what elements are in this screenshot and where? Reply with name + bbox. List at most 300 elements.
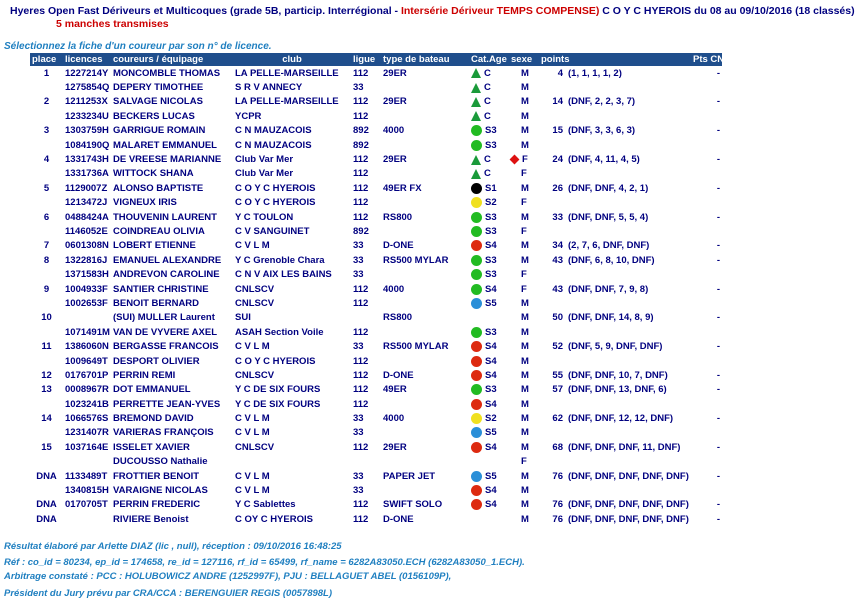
points-total: 15 xyxy=(552,125,563,137)
category-triangle-icon xyxy=(471,155,481,165)
points-detail: (DNF, DNF, DNF, DNF, DNF) xyxy=(568,499,689,511)
sexe-label: M xyxy=(521,96,529,108)
cat-age-cell xyxy=(469,411,509,425)
sexe-cell xyxy=(509,311,539,325)
table-row xyxy=(30,383,722,397)
points-cell xyxy=(539,397,691,411)
points-detail: (DNF, 2, 2, 3, 7) xyxy=(568,96,636,108)
pts-cni-cell: - xyxy=(716,369,720,381)
cat-age-cell xyxy=(469,181,509,195)
pts-cni-cell: - xyxy=(716,182,720,194)
category-dot-icon xyxy=(471,442,482,453)
sexe-label: M xyxy=(521,110,529,122)
sexe-label: M xyxy=(521,82,529,94)
licence-link[interactable]: 0170705T xyxy=(65,499,108,511)
competitor-name: VIGNEUX IRIS xyxy=(113,197,177,209)
cat-age-cell xyxy=(469,383,509,397)
cat-age-cell xyxy=(469,224,509,238)
footer-ref: Réf : co_id = 80234, ep_id = 174658, re_id = 127116, rf_id = 65499, rf_name = 6282A83050.ECH (6282A83050_1.ECH). xyxy=(4,557,525,568)
licence-link[interactable]: 0176701P xyxy=(65,369,109,381)
club-name: C V SANGUINET xyxy=(235,225,310,237)
place-cell: 14 xyxy=(41,413,52,425)
points-total: 68 xyxy=(552,441,563,453)
sexe-label: M xyxy=(521,427,529,439)
category-label: S5 xyxy=(485,297,497,309)
category-dot-icon xyxy=(471,341,482,352)
ligue-cell: 33 xyxy=(353,427,364,439)
club-name: C O Y C HYEROIS xyxy=(235,197,316,209)
category-label: S4 xyxy=(485,485,497,497)
cat-age-cell xyxy=(469,152,509,166)
club-name: CNLSCV xyxy=(235,369,275,381)
club-name: Club Var Mer xyxy=(235,154,294,166)
col-club: club xyxy=(233,53,351,66)
pts-cni-cell xyxy=(691,80,722,94)
competitor-name: EMANUEL ALEXANDRE xyxy=(113,254,222,266)
competitor-name: VAN DE VYVERE AXEL xyxy=(113,326,217,338)
ligue-cell: 892 xyxy=(353,225,369,237)
footer-author: Résultat élaboré par Arlette DIAZ (lic , null), réception : 09/10/2016 16:48:25 xyxy=(4,541,342,552)
points-total: 76 xyxy=(552,470,563,482)
club-name: C O Y C HYEROIS xyxy=(235,355,316,367)
manches-count: 5 manches transmises xyxy=(56,18,169,30)
sexe-label: M xyxy=(521,384,529,396)
cat-age-cell xyxy=(469,426,509,440)
sexe-cell xyxy=(509,80,539,94)
club-name: Club Var Mer xyxy=(235,168,294,180)
table-row xyxy=(30,325,722,339)
pts-cni-cell xyxy=(691,196,722,210)
competitor-name: VARIERAS FRANÇOIS xyxy=(113,427,214,439)
pts-cni-cell xyxy=(691,397,722,411)
place-cell xyxy=(30,109,63,123)
boat-type: RS800 xyxy=(383,312,413,324)
ligue-cell: 112 xyxy=(353,283,369,295)
boat-type: D-ONE xyxy=(383,240,414,252)
points-cell xyxy=(539,483,691,497)
sexe-label: M xyxy=(521,369,529,381)
category-label: S4 xyxy=(485,499,497,511)
results-table xyxy=(30,53,727,527)
points-total: 4 xyxy=(557,67,563,79)
category-dot-icon xyxy=(471,427,482,438)
ligue-cell: 33 xyxy=(353,470,364,482)
licence-link[interactable]: 1002653F xyxy=(65,297,108,309)
licence-link[interactable]: 1071491M xyxy=(65,326,110,338)
club-name: C V L M xyxy=(235,427,270,439)
sexe-cell xyxy=(509,124,539,138)
place-cell: 1 xyxy=(43,67,50,79)
licence-link[interactable]: 1133489T xyxy=(65,470,108,482)
licence-link[interactable]: 1023241B xyxy=(65,398,109,410)
table-row xyxy=(30,138,722,152)
sexe-label: F xyxy=(521,456,527,468)
points-cell xyxy=(539,282,691,296)
points-detail: (DNF, 3, 3, 6, 3) xyxy=(568,125,636,137)
category-label: S4 xyxy=(485,341,497,353)
table-row xyxy=(30,483,722,497)
sexe-label: F xyxy=(521,283,527,295)
points-cell xyxy=(539,440,691,454)
competitor-name: VARAIGNE NICOLAS xyxy=(113,485,208,497)
cat-age-cell xyxy=(469,109,509,123)
category-label: S4 xyxy=(485,355,497,367)
club-name: LA PELLE-MARSEILLE xyxy=(235,67,339,79)
licence-link[interactable]: 1037164E xyxy=(65,441,109,453)
ligue-cell: 33 xyxy=(353,240,364,252)
place-cell xyxy=(30,80,63,94)
table-row xyxy=(30,95,722,109)
col-place: place xyxy=(30,53,63,66)
licence-link[interactable]: 1233234U xyxy=(65,110,109,122)
points-total: 43 xyxy=(552,283,563,295)
place-cell: 10 xyxy=(41,312,52,324)
points-cell xyxy=(539,152,691,166)
col-sexe: sexe xyxy=(509,53,539,66)
ligue-cell: 112 xyxy=(353,369,369,381)
points-cell xyxy=(539,80,691,94)
points-cell xyxy=(539,426,691,440)
sexe-cell xyxy=(509,455,539,469)
sexe-cell xyxy=(509,138,539,152)
licence-link[interactable]: 1275854Q xyxy=(65,82,110,94)
boat-type: D-ONE xyxy=(383,513,414,525)
table-row xyxy=(30,282,722,296)
points-cell xyxy=(539,296,691,310)
licence-link[interactable]: 1231407R xyxy=(65,427,109,439)
ligue-cell: 112 xyxy=(353,154,369,166)
pts-cni-cell xyxy=(691,325,722,339)
sexe-cell xyxy=(509,368,539,382)
licence-link[interactable]: 1303759H xyxy=(65,125,109,137)
table-row xyxy=(30,455,722,469)
licence-link[interactable]: 1009649T xyxy=(65,355,108,367)
points-total: 14 xyxy=(552,96,563,108)
points-cell xyxy=(539,109,691,123)
pts-cni-cell: - xyxy=(716,513,720,525)
club-name xyxy=(233,455,351,469)
points-cell xyxy=(539,498,691,512)
club-name: C V L M xyxy=(235,413,270,425)
sexe-label: M xyxy=(521,67,529,79)
sexe-cell xyxy=(509,339,539,353)
pts-cni-cell xyxy=(691,483,722,497)
category-dot-icon xyxy=(471,298,482,309)
ligue-cell: 112 xyxy=(353,384,369,396)
category-label: S4 xyxy=(485,441,497,453)
points-cell xyxy=(539,253,691,267)
category-dot-icon xyxy=(471,125,482,136)
category-label: S3 xyxy=(485,139,497,151)
licence-link[interactable]: 1386060N xyxy=(65,341,109,353)
category-dot-icon xyxy=(471,212,482,223)
licence-link[interactable]: 1227214Y xyxy=(65,67,109,79)
licence-link[interactable]: 0488424A xyxy=(65,211,109,223)
points-detail: (2, 7, 6, DNF, DNF) xyxy=(568,240,650,252)
licence-link[interactable]: 1084190Q xyxy=(65,139,110,151)
table-row xyxy=(30,339,722,353)
place-cell: 11 xyxy=(41,341,52,353)
licence-link xyxy=(63,512,111,526)
licence-link xyxy=(63,455,111,469)
club-name: YCPR xyxy=(235,110,262,122)
pts-cni-cell xyxy=(691,267,722,281)
licence-link[interactable]: 1331736A xyxy=(65,168,109,180)
place-cell: 4 xyxy=(43,154,50,166)
category-label: C xyxy=(484,110,491,122)
points-cell xyxy=(539,196,691,210)
table-row xyxy=(30,440,722,454)
sexe-cell xyxy=(509,411,539,425)
category-dot-icon xyxy=(471,140,482,151)
licence-link[interactable]: 1340815H xyxy=(65,485,109,497)
table-row xyxy=(30,311,722,325)
sexe-label: M xyxy=(521,485,529,497)
licence-link[interactable]: 1211253X xyxy=(65,96,108,108)
points-cell xyxy=(539,267,691,281)
points-total: 52 xyxy=(552,341,563,353)
cat-age-cell xyxy=(469,339,509,353)
category-dot-icon xyxy=(471,240,482,251)
category-dot-icon xyxy=(471,413,482,424)
boat-type xyxy=(381,80,469,94)
pts-cni-cell: - xyxy=(716,96,720,108)
category-label: C xyxy=(484,154,491,166)
cat-age-cell xyxy=(469,397,509,411)
boat-type xyxy=(381,455,469,469)
sexe-cell xyxy=(509,152,539,166)
ligue-cell: 33 xyxy=(353,341,364,353)
table-row xyxy=(30,397,722,411)
club-name: C N MAUZACOIS xyxy=(235,139,312,151)
place-cell: 6 xyxy=(43,211,50,223)
boat-type xyxy=(381,325,469,339)
club-name: SUI xyxy=(235,312,251,324)
points-cell xyxy=(539,66,691,80)
cat-age-cell xyxy=(469,368,509,382)
category-dot-icon xyxy=(471,356,482,367)
category-label: C xyxy=(484,96,491,108)
competitor-name: BREMOND DAVID xyxy=(113,413,194,425)
boat-type xyxy=(381,267,469,281)
competitor-name: SALVAGE NICOLAS xyxy=(113,96,203,108)
competitor-name: BERGASSE FRANCOIS xyxy=(113,341,219,353)
col-type-bateau: type de bateau xyxy=(381,53,469,66)
boat-type: PAPER JET xyxy=(383,470,436,482)
boat-type xyxy=(381,354,469,368)
club-name: C OY C HYEROIS xyxy=(235,513,313,525)
sexe-cell xyxy=(509,66,539,80)
cat-age-cell xyxy=(469,483,509,497)
ligue-cell: 112 xyxy=(353,182,369,194)
sexe-label: F xyxy=(521,168,527,180)
boat-type: 49ER xyxy=(383,384,407,396)
sexe-cell xyxy=(509,196,539,210)
footer-arbitrage: Arbitrage constaté : PCC : HOLUBOWICZ ANDRE (1252997F), PJU : BELLAGUET ABEL (0156109P), xyxy=(4,571,452,582)
licence-link[interactable]: 1129007Z xyxy=(65,182,108,194)
sexe-label: M xyxy=(521,470,529,482)
licence-link[interactable]: 0601308N xyxy=(65,240,109,252)
ligue-cell: 112 xyxy=(353,197,369,209)
category-dot-icon xyxy=(471,327,482,338)
points-cell xyxy=(539,512,691,526)
sexe-cell xyxy=(509,383,539,397)
pts-cni-cell xyxy=(691,224,722,238)
licence-link[interactable]: 1146052E xyxy=(65,225,108,237)
licence-link[interactable]: 1004933F xyxy=(65,283,108,295)
sexe-cell xyxy=(509,253,539,267)
cat-age-cell xyxy=(469,440,509,454)
points-cell xyxy=(539,383,691,397)
category-triangle-icon xyxy=(471,111,481,121)
points-total: 43 xyxy=(552,254,563,266)
points-cell xyxy=(539,368,691,382)
place-cell xyxy=(30,455,63,469)
title-regatta: Hyeres Open Fast Dériveurs et Multicoques xyxy=(10,5,228,17)
place-cell xyxy=(30,354,63,368)
points-cell xyxy=(539,224,691,238)
sexe-cell xyxy=(509,239,539,253)
category-dot-icon xyxy=(471,269,482,280)
cat-age-cell xyxy=(469,469,509,483)
competitor-name: SANTIER CHRISTINE xyxy=(113,283,209,295)
table-row xyxy=(30,152,722,166)
points-total: 62 xyxy=(552,413,563,425)
boat-type xyxy=(381,196,469,210)
cat-age-cell xyxy=(469,196,509,210)
boat-type: RS500 MYLAR xyxy=(383,341,449,353)
table-row xyxy=(30,167,722,181)
points-detail: (DNF, DNF, 7, 9, 8) xyxy=(568,283,649,295)
cat-age-cell xyxy=(469,311,509,325)
place-cell xyxy=(30,325,63,339)
club-name: CNLSCV xyxy=(235,441,275,453)
points-cell xyxy=(539,411,691,425)
competitor-name: THOUVENIN LAURENT xyxy=(113,211,217,223)
sexe-cell xyxy=(509,354,539,368)
sexe-label: M xyxy=(521,398,529,410)
place-cell xyxy=(30,167,63,181)
place-cell: 5 xyxy=(43,182,50,194)
pts-cni-cell xyxy=(691,167,722,181)
sexe-label: M xyxy=(521,341,529,353)
category-triangle-icon xyxy=(471,97,481,107)
cat-age-cell xyxy=(469,167,509,181)
competitor-name: ALONSO BAPTISTE xyxy=(113,182,204,194)
club-name: Y C DE SIX FOURS xyxy=(235,384,321,396)
category-dot-icon xyxy=(471,197,482,208)
place-cell: DNA xyxy=(36,470,57,482)
table-row xyxy=(30,296,722,310)
boat-type: SWIFT SOLO xyxy=(383,499,443,511)
category-dot-icon xyxy=(471,226,482,237)
pts-cni-cell xyxy=(691,138,722,152)
boat-type xyxy=(381,224,469,238)
licence-link[interactable]: 1213472J xyxy=(65,197,108,209)
place-cell xyxy=(30,224,63,238)
competitor-name: ANDREVON CAROLINE xyxy=(113,269,220,281)
table-row xyxy=(30,124,722,138)
sexe-label: F xyxy=(521,225,527,237)
sexe-label: M xyxy=(521,499,529,511)
points-detail: (DNF, DNF, 12, 12, DNF) xyxy=(568,413,674,425)
boat-type xyxy=(381,397,469,411)
sexe-label: M xyxy=(521,355,529,367)
col-cat-age: Cat.Age xyxy=(469,53,509,66)
competitor-name: DUCOUSSO Nathalie xyxy=(113,456,208,468)
sexe-label: M xyxy=(521,240,529,252)
title-club-dates: C O Y C HYEROIS du 08 au 09/10/2016 (18 classés) xyxy=(602,5,855,17)
boat-type: 4000 xyxy=(383,413,405,425)
ligue-cell xyxy=(351,455,381,469)
boat-type: 4000 xyxy=(383,283,405,295)
place-cell xyxy=(30,483,63,497)
cat-age-cell xyxy=(469,80,509,94)
points-total: 24 xyxy=(552,154,563,166)
licence-link[interactable]: 1331743H xyxy=(65,154,109,166)
competitor-name: RIVIERE Benoist xyxy=(113,513,189,525)
points-total: 76 xyxy=(552,499,563,511)
club-name: ASAH Section Voile xyxy=(235,326,324,338)
competitor-name: COINDREAU OLIVIA xyxy=(113,225,205,237)
category-label: S4 xyxy=(485,398,497,410)
cat-age-cell xyxy=(469,296,509,310)
pts-cni-cell: - xyxy=(716,154,720,166)
ligue-cell: 33 xyxy=(353,82,364,94)
points-cell xyxy=(539,354,691,368)
licence-link[interactable]: 0008967R xyxy=(65,384,109,396)
points-total: 33 xyxy=(552,211,563,223)
category-label: S4 xyxy=(485,369,497,381)
competitor-name: ISSELET XAVIER xyxy=(113,441,190,453)
table-row xyxy=(30,469,722,483)
club-name: C N MAUZACOIS xyxy=(235,125,312,137)
category-label: S4 xyxy=(485,283,497,295)
points-total: 50 xyxy=(552,312,563,324)
col-pts-cni: Pts CNI xyxy=(693,54,727,65)
category-triangle-icon xyxy=(471,83,481,93)
ligue-cell: 892 xyxy=(353,139,369,151)
pts-cni-cell: - xyxy=(716,384,720,396)
sexe-cell xyxy=(509,296,539,310)
place-cell: 13 xyxy=(41,384,52,396)
title-series: Intersérie Dériveur TEMPS COMPENSE) xyxy=(400,5,600,17)
ligue-cell: 892 xyxy=(353,125,369,137)
licence-link[interactable]: 1371583H xyxy=(65,269,109,281)
sexe-cell xyxy=(509,397,539,411)
points-detail: (DNF, DNF, 4, 2, 1) xyxy=(568,182,649,194)
boat-type: 29ER xyxy=(383,154,407,166)
sexe-cell xyxy=(509,224,539,238)
competitor-name: (SUI) MULLER Laurent xyxy=(113,312,215,324)
boat-type: 29ER xyxy=(383,96,407,108)
points-detail: (DNF, 5, 9, DNF, DNF) xyxy=(568,341,663,353)
licence-link[interactable]: 1066576S xyxy=(65,413,109,425)
category-dot-icon xyxy=(471,183,482,194)
ligue-cell: 33 xyxy=(353,254,364,266)
points-cell xyxy=(539,239,691,253)
category-dot-icon xyxy=(471,255,482,266)
table-row xyxy=(30,196,722,210)
select-hint: Sélectionnez la fiche d'un coureur par son n° de licence. xyxy=(4,41,272,52)
place-cell xyxy=(30,196,63,210)
points-cell xyxy=(539,339,691,353)
competitor-name: BECKERS LUCAS xyxy=(113,110,195,122)
col-ligue: ligue xyxy=(351,53,381,66)
place-cell: 9 xyxy=(43,283,50,295)
boat-type: 49ER FX xyxy=(383,182,422,194)
licence-link[interactable]: 1322816J xyxy=(65,254,108,266)
